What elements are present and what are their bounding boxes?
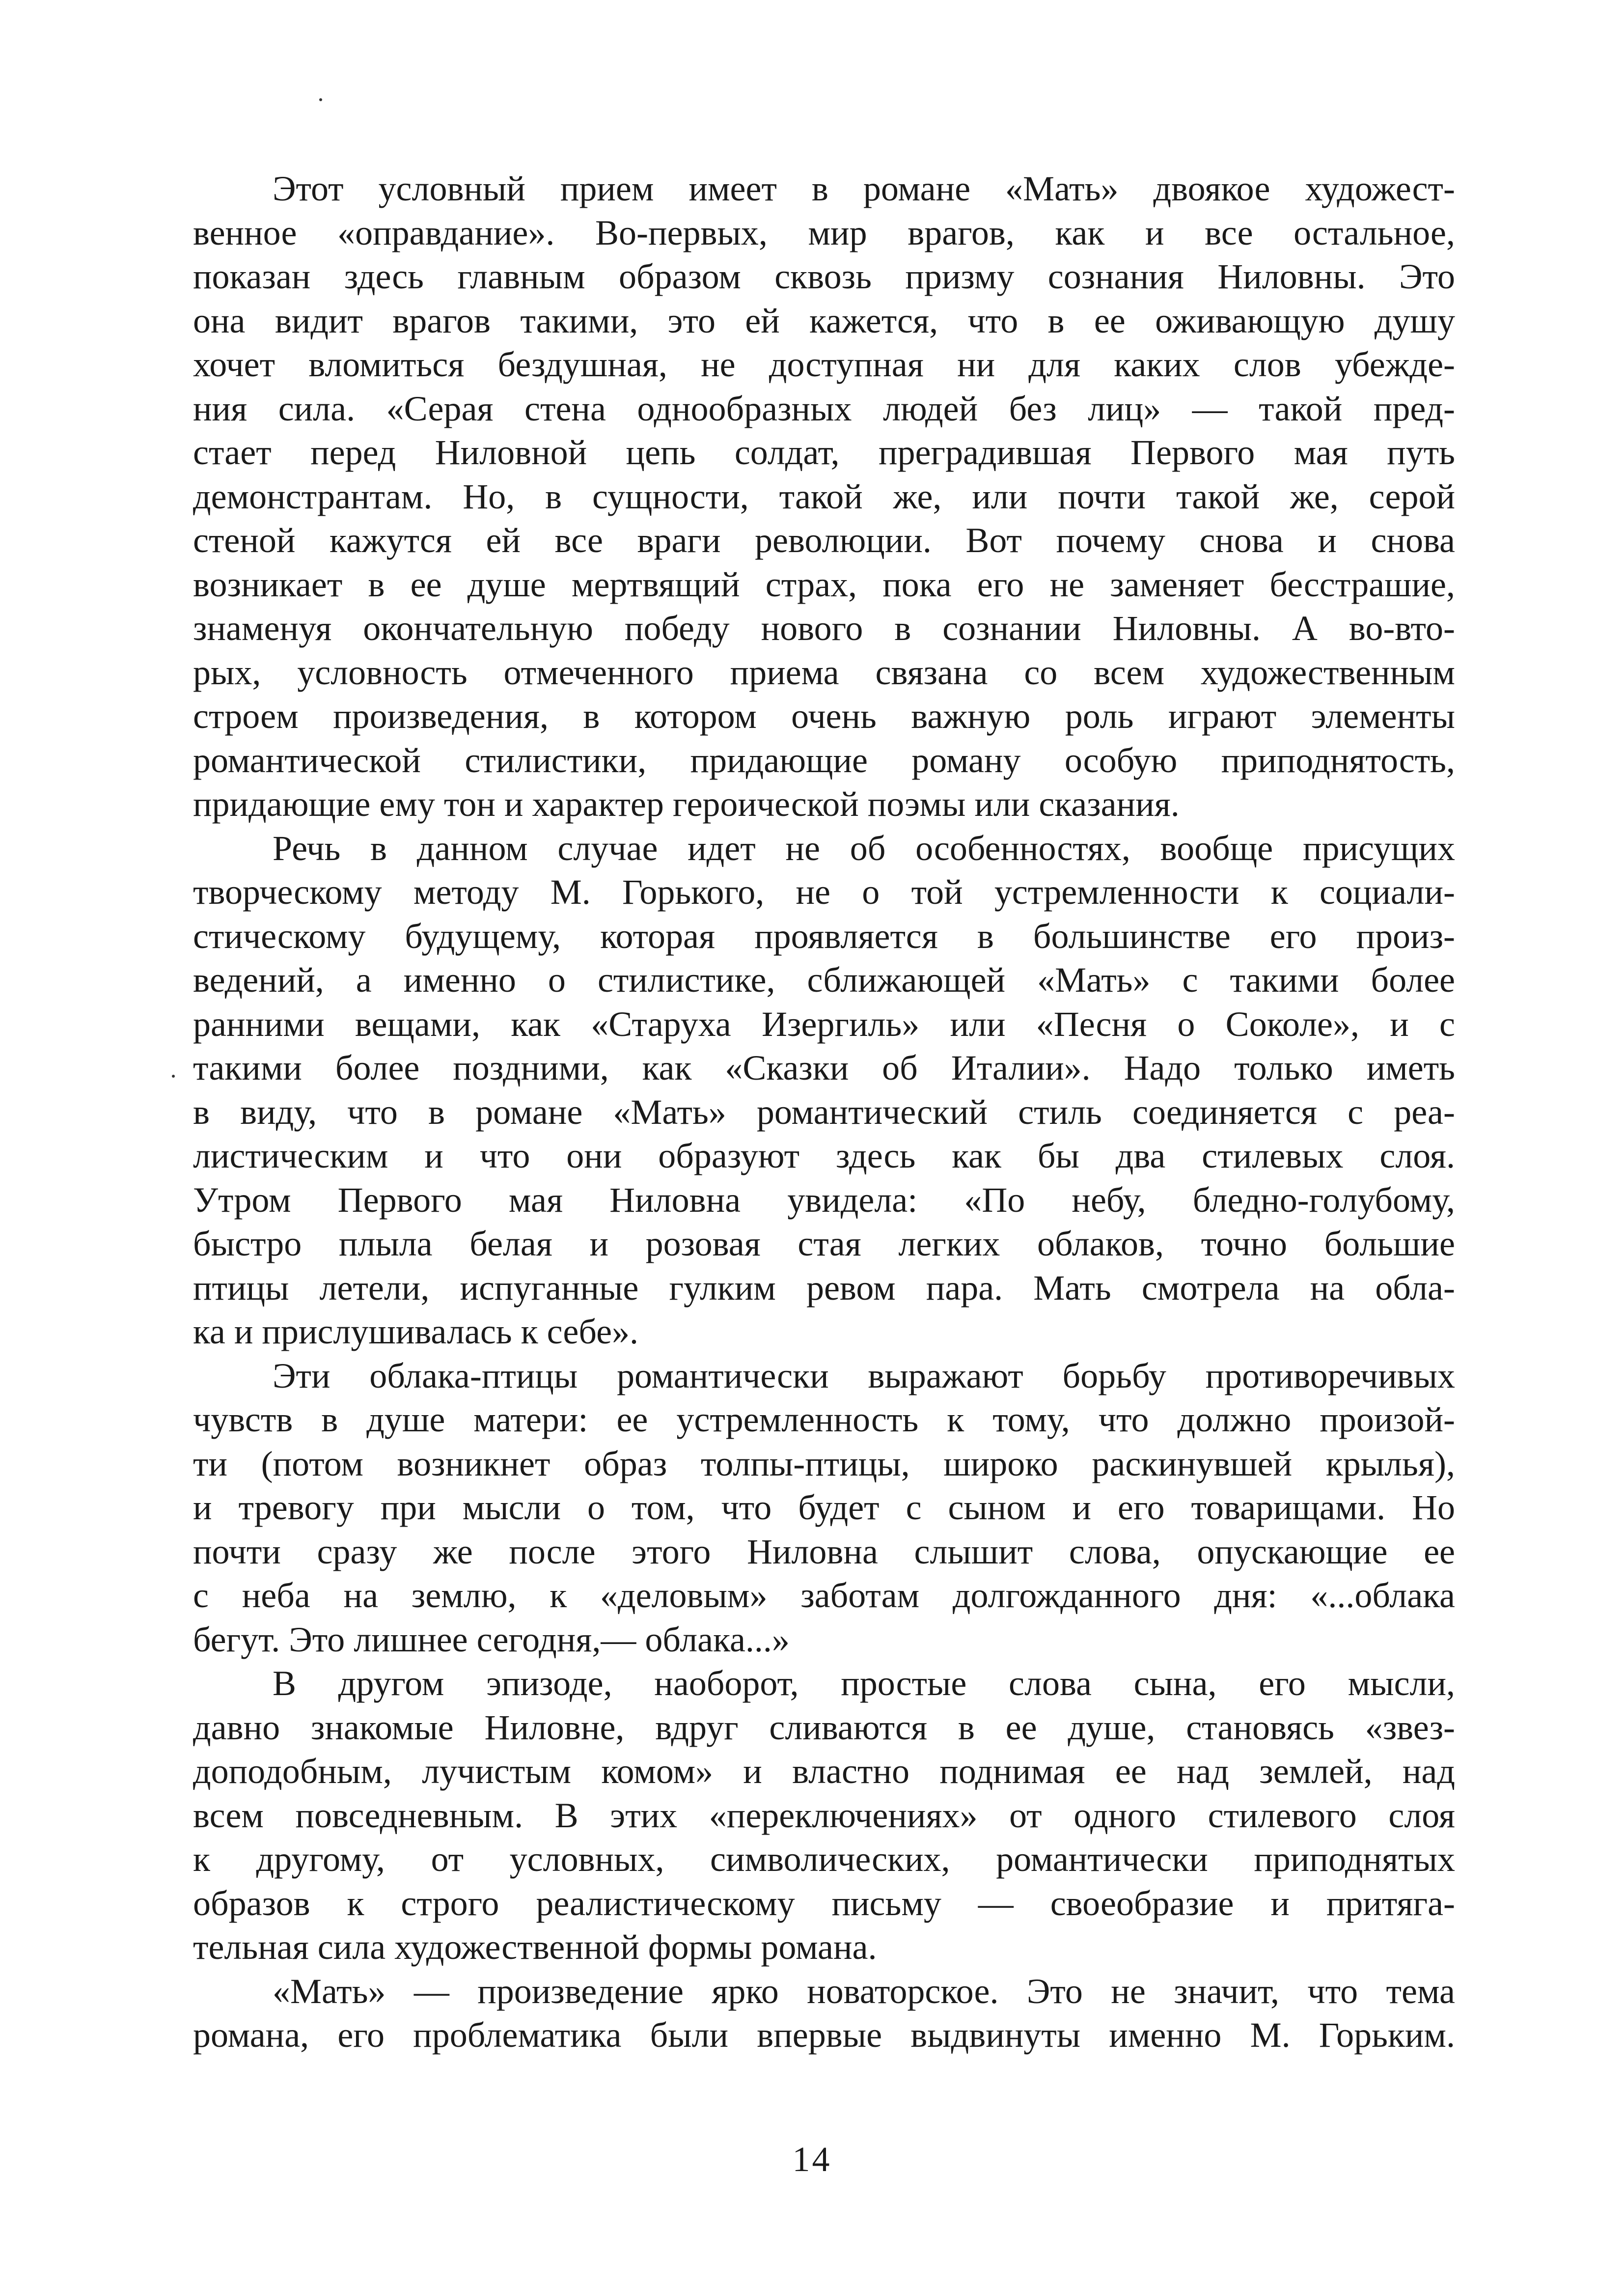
text-line: образов к строго реалистическому письму — своеобразие и притяга- (193, 1883, 1455, 1923)
text-line: Этот условный прием имеет в романе «Мать» двоякое художест- (273, 169, 1455, 208)
text-line: возникает в ее душе мертвящий страх, пока его не заменяет бесстрашие, (193, 564, 1455, 604)
text-line: романтической стилистики, придающие роману особую приподнятость, (193, 740, 1455, 780)
page-number: 14 (792, 2140, 832, 2179)
text-line: с неба на землю, к «деловым» заботам долгожданного дня: «...облака (193, 1576, 1455, 1615)
text-line: Эти облака-птицы романтически выражают борьбу противоречивых (273, 1356, 1455, 1395)
text-line: такими более поздними, как «Сказки об Италии». Надо только иметь (193, 1048, 1455, 1087)
text-line: птицы летели, испуганные гулким ревом пара. Мать смотрела на обла- (193, 1268, 1455, 1308)
text-line: придающие ему тон и характер героической поэмы или сказания. (193, 784, 1180, 824)
text-line: хочет вломиться бездушная, не доступная ни для каких слов убежде- (193, 345, 1455, 384)
text-line: демонстрантам. Но, в сущности, такой же, или почти такой же, серой (193, 476, 1455, 516)
text-line: В другом эпизоде, наоборот, простые слова сына, его мысли, (273, 1664, 1455, 1703)
text-line: почти сразу же после этого Ниловна слышит слова, опускающие ее (193, 1532, 1455, 1571)
text-line: знаменуя окончательную победу нового в сознании Ниловны. А во-вто- (193, 609, 1455, 648)
text-line: бегут. Это лишнее сегодня,— облака...» (193, 1619, 790, 1659)
text-line: доподобным, лучистым комом» и властно поднимая ее над землей, над (193, 1752, 1455, 1791)
text-line: Речь в данном случае идет не об особенностях, вообще присущих (273, 828, 1455, 868)
text-line: творческому методу М. Горького, не о той устремленности к социали- (193, 872, 1455, 912)
text-line: ведений, а именно о стилистике, сближающей «Мать» с такими более (193, 960, 1455, 1000)
text-line: ния сила. «Серая стена однообразных людей без лиц» — такой пред- (193, 389, 1455, 428)
text-line: венное «оправдание». Во-первых, мир врагов, как и все остальное, (193, 213, 1455, 252)
text-line: чувств в душе матери: ее устремленность к тому, что должно произой- (193, 1400, 1455, 1439)
paragraph-1 (193, 167, 1455, 827)
paragraph-5 (193, 1970, 1455, 2058)
text-line: строем произведения, в котором очень важную роль играют элементы (193, 697, 1455, 736)
margin-speck (172, 1075, 175, 1078)
text-line: «Мать» — произведение ярко новаторское. Это не значит, что тема (273, 1971, 1455, 2011)
text-line: она видит врагов такими, это ей кажется, что в ее оживающую душу (193, 301, 1455, 340)
text-line: быстро плыла белая и розовая стая легких облаков, точно большие (193, 1224, 1455, 1263)
text-line: всем повседневным. В этих «переключениях» от одного стилевого слоя (193, 1795, 1455, 1835)
text-line: ка и прислушивалась к себе». (193, 1312, 639, 1351)
text-line: романа, его проблематика были впервые выдвинуты именно М. Горьким. (193, 2015, 1455, 2055)
text-line: стает перед Ниловной цепь солдат, преградившая Первого мая путь (193, 433, 1455, 472)
text-line: к другому, от условных, символических, романтически приподнятых (193, 1840, 1455, 1879)
text-line: Утром Первого мая Ниловна увидела: «По небу, бледно-голубому, (193, 1180, 1455, 1220)
text-line: ранними вещами, как «Старуха Изергиль» или «Песня о Соколе», и с (193, 1004, 1455, 1044)
text-line: и тревогу при мысли о том, что будет с сыном и его товарищами. Но (193, 1488, 1455, 1527)
text-line: показан здесь главным образом сквозь призму сознания Ниловны. Это (193, 257, 1455, 296)
paragraph-4 (193, 1662, 1455, 1970)
body-text (193, 167, 1455, 2058)
print-speck (319, 98, 322, 101)
text-line: стическому будущему, которая проявляется в большинстве его произ- (193, 916, 1455, 956)
text-line: тельная сила художественной формы романа. (193, 1927, 877, 1967)
text-line: листическим и что они образуют здесь как бы два стилевых слоя. (193, 1136, 1455, 1175)
text-line: ти (потом возникнет образ толпы-птицы, широко раскинувшей крылья), (193, 1444, 1455, 1483)
text-line: стеной кажутся ей все враги революции. Вот почему снова и снова (193, 521, 1455, 560)
text-line: в виду, что в романе «Мать» романтический стиль соединяется с реа- (193, 1092, 1455, 1132)
text-line: рых, условность отмеченного приема связана со всем художественным (193, 652, 1455, 692)
paragraph-3 (193, 1354, 1455, 1662)
text-line: давно знакомые Ниловне, вдруг сливаются в ее душе, становясь «звез- (193, 1707, 1455, 1747)
paragraph-2 (193, 827, 1455, 1354)
